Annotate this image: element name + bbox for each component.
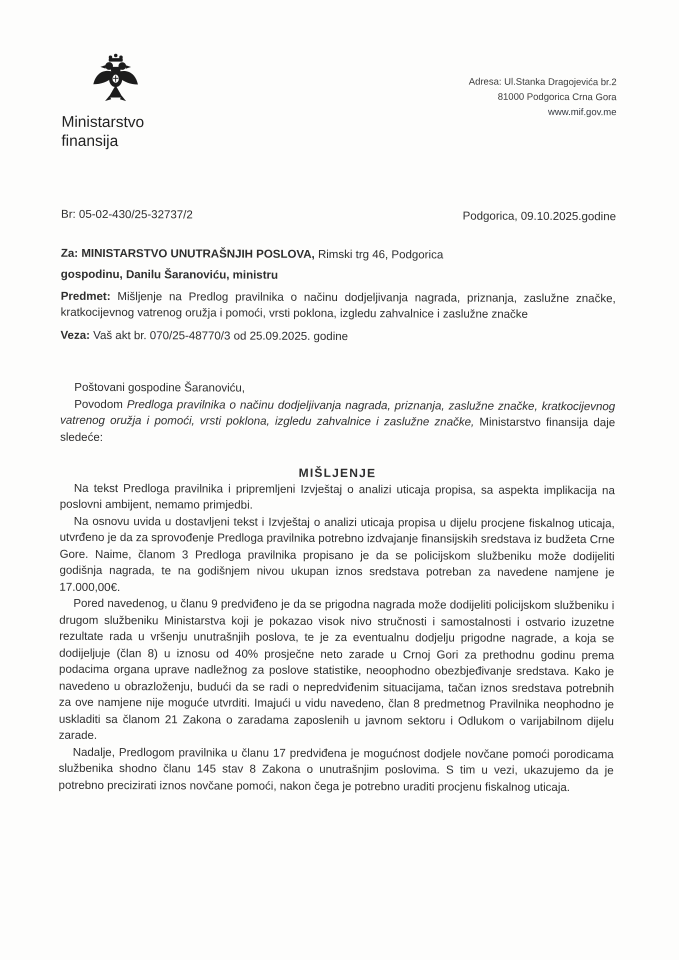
letterhead xyxy=(61,51,616,153)
paragraph-3: Pored navedenog, u članu 9 predviđeno je da se prigodna nagrada može dodijeliti policijskom službeniku i drugom službeniku Ministarstva koji je pokazao visok nivo stručnosti i samostalnosti i ostvario izuzetne rezultate rada u vršenju unutrašnjih poslova, te je za eventualnu dodjelju prigodne nagrade, a koja se dodijeljuje (član 8) u iznosu od 40% prosječne neto zarade u Crnoj Gori za prethodnu godinu prema podacima organa uprave nadležnog za poslove statistike, neoophodno obezbjeđivanje sredstava. Kako je navedeno u obrazloženju, budući da se radi o nepredviđenim situacijama, tačan iznos sredstava potrebnih za ove namjene nije moguće utvrditi. Imajući u vidu navedeno, član 8 predmetnog Pravilnika neophodno je uskladiti sa članom 21 Zakona o zaradama zaposlenih u javnom sektoru i Odlukom o varijabilnom dijelu zarade. xyxy=(58,597,615,742)
reference-line xyxy=(60,327,615,346)
salutation: Poštovani gospodine Šaranoviću, xyxy=(74,381,246,395)
recipient-address: Rimski trg 46, Podgorica xyxy=(314,248,444,261)
reference-label: Veza: xyxy=(60,329,90,342)
address-line: 81000 Podgorica Crna Gora xyxy=(497,91,617,104)
paragraph-1: Na tekst Predloga pravilnika i pripremljeni Izvještaj o analizi uticaja propisa, sa aspekta implikacija na poslovni ambijent, nemamo primjedbi. xyxy=(59,482,615,512)
coat-of-arms-logo xyxy=(88,51,144,109)
place-and-date: Podgorica, 09.10.2025.godine xyxy=(462,210,617,224)
recipient-ministry: Za: MINISTARSTVO UNUTRAŠNJIH POSLOVA, xyxy=(60,247,315,261)
recipient-person: gospodinu, Danilu Šaranoviću, ministru xyxy=(60,268,279,282)
paragraph-4: Nadalje, Predlogom pravilnika u članu 17 predviđena je mogućnost dodjele novčane pomoći porodicama službenika shodno članu 145 stav 8 Zakona o unutrašnjim poslovima. S tim u vezi, ukazujemo da je potrebno precizirati iznos novčane pomoći, nakon čega je potrebno uraditi procjenu fiskalnog uticaja. xyxy=(58,746,614,794)
opinion-heading: MIŠLJENJE xyxy=(298,465,377,481)
intro-suffix: Ministarstvo finansija daje sledeće: xyxy=(60,416,616,444)
intro-prefix: Povodom xyxy=(74,398,127,411)
ministry-brand xyxy=(61,51,144,151)
recipient-line xyxy=(61,245,616,264)
subject-label: Predmet: xyxy=(60,290,111,303)
regulation-title: Predloga pravilnika o načinu dodjeljivanja nagrada, priznanja, zaslužne značke, kratkocijevnog vatrenog oružja i pomoći, vrsti poklona, izgledu zahvalnice i zaslužne značke, xyxy=(60,398,616,429)
intro-paragraph xyxy=(60,396,615,448)
ministry-name: Ministarstvo finansija xyxy=(61,113,145,151)
reference-number: Br: 05-02-430/25-32737/2 xyxy=(61,208,193,222)
address-line: Adresa: Ul.Stanka Dragojevića br.2 xyxy=(468,76,617,89)
paragraph-2: Na osnovu uvida u dostavljeni tekst i Izvještaj o analizi uticaja propisa u dijelu procjene fiskalnog uticaja, utvrđeno je da za sprovođenje Predloga pravilnika potrebno izdvajanje finansijskih sredstava iz budžeta Crne Gore. Naime, članom 3 Predloga pravilnika propisano je da se policijskom službeniku može dodijeliti godišnja nagrada, te na godišnjem nivou ukupan iznos sredstava potreban za navedene namjene je 17.000,00€. xyxy=(59,515,615,594)
subject-line xyxy=(61,288,616,323)
reference-row xyxy=(61,207,616,226)
website-text: www.mif.gov.me xyxy=(548,106,617,119)
letterhead-address xyxy=(469,53,617,121)
recipient-block xyxy=(60,245,615,346)
reference-text: Vaš akt br. 070/25-48770/3 od 25.09.2025. godine xyxy=(89,329,349,343)
subject-text: Mišljenje na Predlog pravilnika o načinu dodjeljivanja nagrada, priznanja, zaslužne značke, kratkocijevnog vatrenog oružja i pomoći, vrsti poklona, izgledu zahvalnice i zaslužne značke xyxy=(60,290,616,321)
